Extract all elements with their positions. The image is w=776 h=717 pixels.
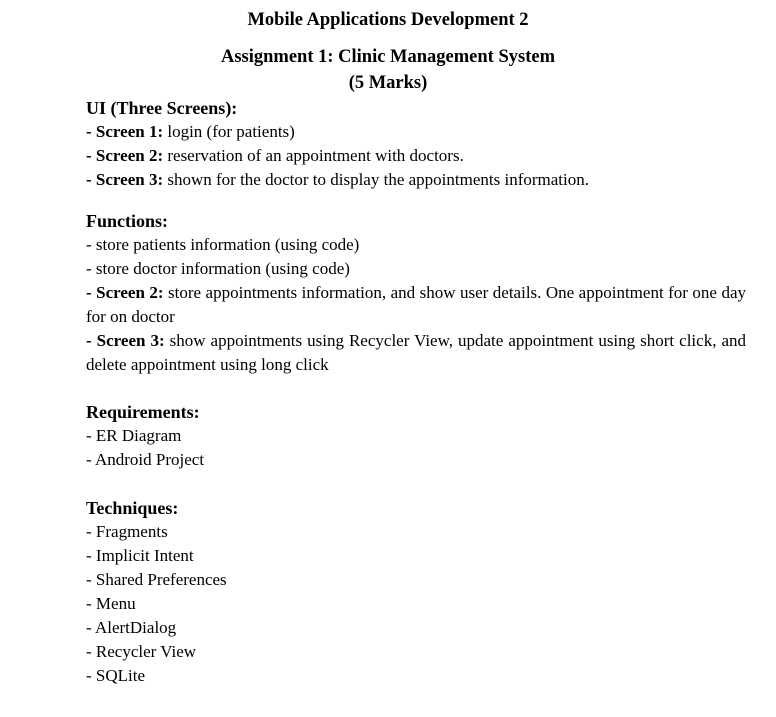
- functions-item-label: - Screen 3:: [86, 331, 165, 350]
- course-title: Mobile Applications Development 2: [247, 10, 529, 30]
- functions-item-text: store appointments information, and show user details. One appointment for one day for on doctor: [86, 283, 747, 326]
- functions-item-label: - Screen 2:: [86, 283, 164, 302]
- functions-item: - store doctor information (using code): [86, 259, 350, 278]
- techniques-item: - Shared Preferences: [86, 570, 227, 589]
- ui-item-text: shown for the doctor to display the appointments information.: [163, 170, 589, 189]
- requirements-item: - Android Project: [86, 450, 205, 469]
- assignment-title: Assignment 1: Clinic Management System: [220, 47, 555, 67]
- requirements-item: - ER Diagram: [86, 426, 182, 445]
- ui-item-label: - Screen 3:: [86, 170, 164, 189]
- techniques-item: - Menu: [86, 594, 136, 613]
- functions-section: [86, 209, 746, 377]
- techniques-heading: Techniques:: [86, 498, 179, 518]
- requirements-section: [86, 400, 746, 472]
- functions-item-text: show appointments using Recycler View, update appointment using short click, and delete appointment using long click: [86, 331, 746, 374]
- ui-item-screen-3: [86, 168, 746, 192]
- ui-section: [86, 96, 746, 192]
- techniques-item: - AlertDialog: [86, 618, 177, 637]
- techniques-item: - Fragments: [86, 522, 168, 541]
- functions-item-screen-2: [86, 281, 746, 329]
- requirements-heading: Requirements:: [86, 402, 200, 422]
- techniques-section: [86, 496, 746, 688]
- functions-item: - store patients information (using code): [86, 235, 360, 254]
- techniques-item: - Recycler View: [86, 642, 197, 661]
- functions-item-screen-3: [86, 329, 746, 377]
- ui-item-text: login (for patients): [163, 122, 295, 141]
- ui-item-text: reservation of an appointment with doctors.: [163, 146, 464, 165]
- ui-item-label: - Screen 1:: [86, 122, 164, 141]
- ui-item-screen-2: [86, 144, 746, 168]
- ui-item-label: - Screen 2:: [86, 146, 164, 165]
- ui-heading: UI (Three Screens):: [86, 98, 238, 118]
- techniques-item: - Implicit Intent: [86, 546, 194, 565]
- techniques-item: - SQLite: [86, 666, 146, 685]
- functions-heading: Functions:: [86, 211, 169, 231]
- marks-label: (5 Marks): [348, 73, 428, 93]
- ui-item-screen-1: [86, 120, 746, 144]
